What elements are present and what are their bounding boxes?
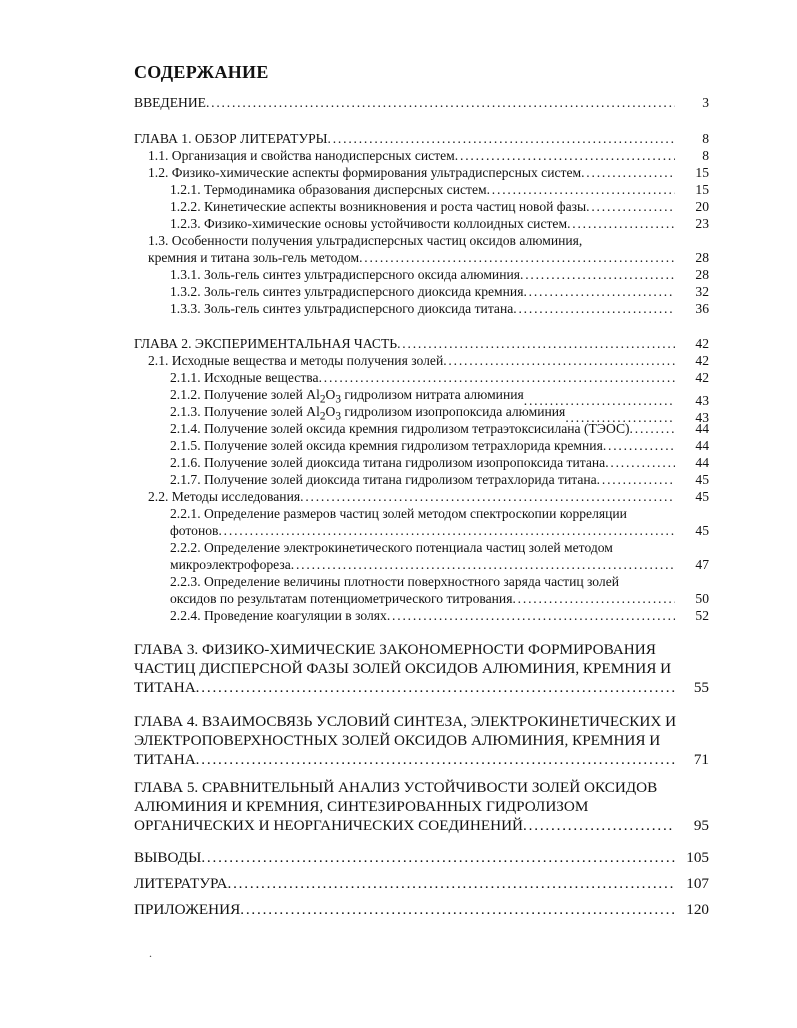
leader-dots	[512, 590, 675, 607]
text-fragment: гидролизом изопропоксида алюминия	[341, 404, 566, 419]
toc-entry-page: 107	[686, 875, 709, 892]
leader-dots	[300, 488, 675, 505]
toc-entry-section-1-2-2[interactable]	[170, 198, 709, 215]
toc-entry-page: 28	[695, 267, 709, 282]
toc-entry-page: 43	[695, 392, 709, 408]
toc-entry-section-2-1-6[interactable]	[170, 454, 709, 471]
toc-entry-text-line-2: АЛЮМИНИЯ И КРЕМНИЯ, СИНТЕЗИРОВАННЫХ ГИДРОЛИЗОМ	[134, 798, 589, 815]
toc-entry-text-line-1: 2.2.3. Определение величины плотности поверхностного заряда частиц золей	[170, 574, 620, 589]
toc-entry-text-line-1: ГЛАВА 3. ФИЗИКО-ХИМИЧЕСКИЕ ЗАКОНОМЕРНОСТИ ФОРМИРОВАНИЯ	[134, 641, 656, 658]
toc-entry-section-1-2-1[interactable]	[170, 181, 709, 198]
text-fragment: O	[325, 404, 336, 419]
toc-entry-text: 2.1.1. Исходные вещества	[170, 370, 319, 385]
leader-dots	[227, 874, 675, 893]
toc-entry-text: 2.1.7. Получение золей диоксида титана гидролизом тетрахлорида титана	[170, 472, 597, 487]
toc-entry-page: 15	[695, 182, 709, 197]
toc-entry-text-line-2: фотонов	[170, 523, 219, 538]
leader-dots	[603, 437, 675, 454]
toc-entry-text: 1.2.3. Физико-химические основы устойчивости коллоидных систем	[170, 216, 568, 231]
toc-entry-page: 50	[695, 591, 709, 606]
leader-dots	[605, 454, 675, 471]
toc-entry-literature[interactable]	[134, 874, 709, 893]
leader-dots	[240, 900, 675, 919]
leader-dots	[359, 249, 675, 266]
toc-entry-text-line-2: кремния и титана золь-гель методом	[148, 250, 360, 265]
toc-entry-text-line-3: ТИТАНА	[134, 751, 196, 768]
leader-dots	[218, 522, 675, 539]
toc-entry-page: 52	[695, 608, 709, 623]
toc-entry-page: 36	[695, 301, 709, 316]
leader-dots	[196, 678, 675, 697]
leader-dots	[206, 94, 675, 111]
toc-entry-section-2-1[interactable]	[148, 352, 709, 369]
page-title: СОДЕРЖАНИЕ	[134, 62, 269, 82]
leader-dots	[196, 750, 675, 769]
toc-entry-text-line-2: ЭЛЕКТРОПОВЕРХНОСТНЫХ ЗОЛЕЙ ОКСИДОВ АЛЮМИНИЯ, КРЕМНИЯ И	[134, 732, 661, 749]
toc-entry-text-line-1: ГЛАВА 5. СРАВНИТЕЛЬНЫЙ АНАЛИЗ УСТОЙЧИВОСТИ ЗОЛЕЙ ОКСИДОВ	[134, 779, 658, 796]
toc-entry-text-line-1: 1.3. Особенности получения ультрадисперсных частиц оксидов алюминия,	[148, 233, 583, 248]
toc-entry-text-line-2: ЧАСТИЦ ДИСПЕРСНОЙ ФАЗЫ ЗОЛЕЙ ОКСИДОВ АЛЮМИНИЯ, КРЕМНИЯ И	[134, 660, 672, 677]
toc-entry-text: 2.1.4. Получение золей оксида кремния гидролизом тетраэтоксисилана (ТЭОС)	[170, 421, 630, 436]
leader-dots	[586, 198, 675, 215]
toc-entry-text: 2.2.4. Проведение коагуляции в золях	[170, 608, 387, 623]
toc-entry-page: 15	[695, 165, 709, 180]
toc-entry-page: 32	[695, 284, 709, 299]
leader-dots	[291, 556, 675, 573]
leader-dots	[201, 848, 675, 867]
toc-entry-text: ГЛАВА 2. ЭКСПЕРИМЕНТАЛЬНАЯ ЧАСТЬ	[134, 336, 398, 351]
toc-entry-section-2-2[interactable]	[148, 488, 709, 505]
toc-entry-page: 42	[695, 370, 709, 385]
subscript: 2	[319, 393, 326, 406]
leader-dots	[443, 352, 675, 369]
toc-entry-text: 2.2. Методы исследования	[148, 489, 301, 504]
subscript: 3	[335, 393, 342, 406]
toc-entry-text: 1.3.3. Золь-гель синтез ультрадисперсного диоксида титана	[170, 301, 514, 316]
toc-entry-text: 2.1. Исходные вещества и методы получения золей	[148, 353, 444, 368]
toc-entry-appendix[interactable]	[134, 900, 709, 919]
text-fragment: гидролизом нитрата алюминия	[341, 387, 524, 402]
toc-entry-page: 3	[702, 95, 709, 110]
toc-entry-text: ВВЕДЕНИЕ	[134, 95, 206, 110]
leader-dots	[567, 215, 675, 232]
subscript: 2	[319, 410, 326, 423]
toc-entry-chapter-2[interactable]	[134, 335, 709, 352]
toc-entry-page: 55	[693, 679, 709, 696]
toc-entry-text: ВЫВОДЫ	[134, 849, 202, 866]
toc-entry-page: 28	[695, 250, 709, 265]
stray-mark: .	[149, 946, 152, 960]
leader-dots	[513, 300, 675, 317]
leader-dots	[487, 181, 675, 198]
subscript: 3	[335, 410, 342, 423]
toc-entry-section-2-1-5[interactable]	[170, 437, 709, 454]
toc-entry-page: 45	[695, 523, 709, 538]
toc-entry-page: 42	[695, 336, 709, 351]
text-fragment: 2.1.2. Получение золей Al	[170, 387, 320, 402]
text-fragment: O	[325, 387, 336, 402]
toc-entry-text: 2.1.6. Получение золей диоксида титана гидролизом изопропоксида титана	[170, 455, 606, 470]
toc-entry-text-line-1: ГЛАВА 4. ВЗАИМОСВЯЗЬ УСЛОВИЙ СИНТЕЗА, ЭЛЕКТРОКИНЕТИЧЕСКИХ И	[134, 713, 677, 730]
leader-dots	[397, 335, 675, 352]
toc-entry-section-1-3-2[interactable]	[170, 283, 709, 300]
toc-entry-page: 44	[695, 455, 709, 470]
leader-dots	[520, 266, 675, 283]
leader-dots	[523, 283, 675, 300]
toc-entry-page: 20	[695, 199, 709, 214]
toc-entry-section-1-2-3[interactable]	[170, 215, 709, 232]
leader-dots	[630, 420, 675, 437]
toc-entry-section-2-2-1[interactable]	[170, 505, 709, 539]
leader-dots	[581, 164, 675, 181]
toc-entry-section-1-3-1[interactable]	[170, 266, 709, 283]
toc-entry-section-2-2-4[interactable]	[170, 607, 709, 624]
toc-entry-section-1-2[interactable]	[148, 164, 709, 181]
toc-entry-chapter-1[interactable]	[134, 130, 709, 147]
toc-entry-text: 1.3.1. Золь-гель синтез ультрадисперсного оксида алюминия	[170, 267, 521, 282]
toc-entry-page: 42	[695, 353, 709, 368]
toc-entry-text: 1.2.2. Кинетические аспекты возникновения и роста частиц новой фазы	[170, 199, 587, 214]
toc-entry-text: 1.1. Организация и свойства нанодисперсных систем	[148, 148, 455, 163]
toc-entry-text: 1.2. Физико-химические аспекты формирования ультрадисперсных систем	[148, 165, 582, 180]
toc-entry-text: ГЛАВА 1. ОБЗОР ЛИТЕРАТУРЫ	[134, 131, 328, 146]
toc-entry-section-1-3-3[interactable]	[170, 300, 709, 317]
toc-entry-section-1-1[interactable]	[148, 147, 709, 164]
toc-entry-section-2-1-4[interactable]	[170, 420, 709, 437]
toc-entry-page: 44	[695, 438, 709, 453]
toc-entry-page: 95	[693, 817, 709, 834]
toc-entry-conclusions[interactable]	[134, 848, 709, 867]
text-fragment: 2.1.3. Получение золей Al	[170, 404, 320, 419]
toc-entry-page: 43	[695, 409, 709, 425]
leader-dots	[319, 369, 675, 386]
toc-entry-section-2-2-2[interactable]	[170, 539, 709, 573]
toc-entry-text-line-3: ОРГАНИЧЕСКИХ И НЕОРГАНИЧЕСКИХ СОЕДИНЕНИЙ	[134, 817, 524, 834]
toc-entry-text: 1.2.1. Термодинамика образования дисперсных систем	[170, 182, 487, 197]
leader-dots	[387, 607, 675, 624]
leader-dots	[523, 816, 675, 835]
toc-entry-text: ЛИТЕРАТУРА	[134, 875, 228, 892]
toc-entry-chapter-4[interactable]	[134, 712, 709, 769]
toc-entry-text-line-2: микроэлектрофореза	[170, 557, 291, 572]
toc-entry-text: 2.1.5. Получение золей оксида кремния гидролизом тетрахлорида кремния	[170, 438, 603, 453]
toc-entry-page: 105	[686, 849, 709, 866]
toc-entry-page: 8	[702, 148, 709, 163]
toc-entry-chapter-5[interactable]	[134, 778, 709, 835]
toc-entry-page: 47	[695, 557, 709, 572]
leader-dots	[597, 471, 675, 488]
toc-entry-text: ПРИЛОЖЕНИЯ	[134, 901, 241, 918]
leader-dots	[328, 130, 675, 147]
toc-entry-page: 120	[686, 901, 709, 918]
toc-entry-introduction[interactable]	[134, 94, 709, 111]
toc-entry-page: 45	[695, 472, 709, 487]
toc-entry-page: 44	[695, 421, 709, 436]
toc-entry-page: 8	[702, 131, 709, 146]
toc-entry-section-1-3[interactable]	[148, 232, 709, 266]
toc-entry-text-line-1: 2.2.2. Определение электрокинетического потенциала частиц золей методом	[170, 540, 613, 555]
toc-entry-page: 45	[695, 489, 709, 504]
leader-dots	[455, 147, 675, 164]
toc-entry-page: 23	[695, 216, 709, 231]
toc-entry-text-line-3: ТИТАНА	[134, 679, 196, 696]
toc-entry-section-2-1-1[interactable]	[170, 369, 709, 386]
toc-entry-section-2-2-3[interactable]	[170, 573, 709, 607]
toc-entry-text: 1.3.2. Золь-гель синтез ультрадисперсного диоксида кремния	[170, 284, 524, 299]
toc-entry-text-line-2: оксидов по результатам потенциометрического титрования	[170, 591, 513, 606]
toc-entry-section-2-1-7[interactable]	[170, 471, 709, 488]
toc-entry-text-line-1: 2.2.1. Определение размеров частиц золей методом спектроскопии корреляции	[170, 506, 627, 521]
toc-entry-chapter-3[interactable]	[134, 640, 709, 697]
toc-entry-page: 71	[693, 751, 709, 768]
